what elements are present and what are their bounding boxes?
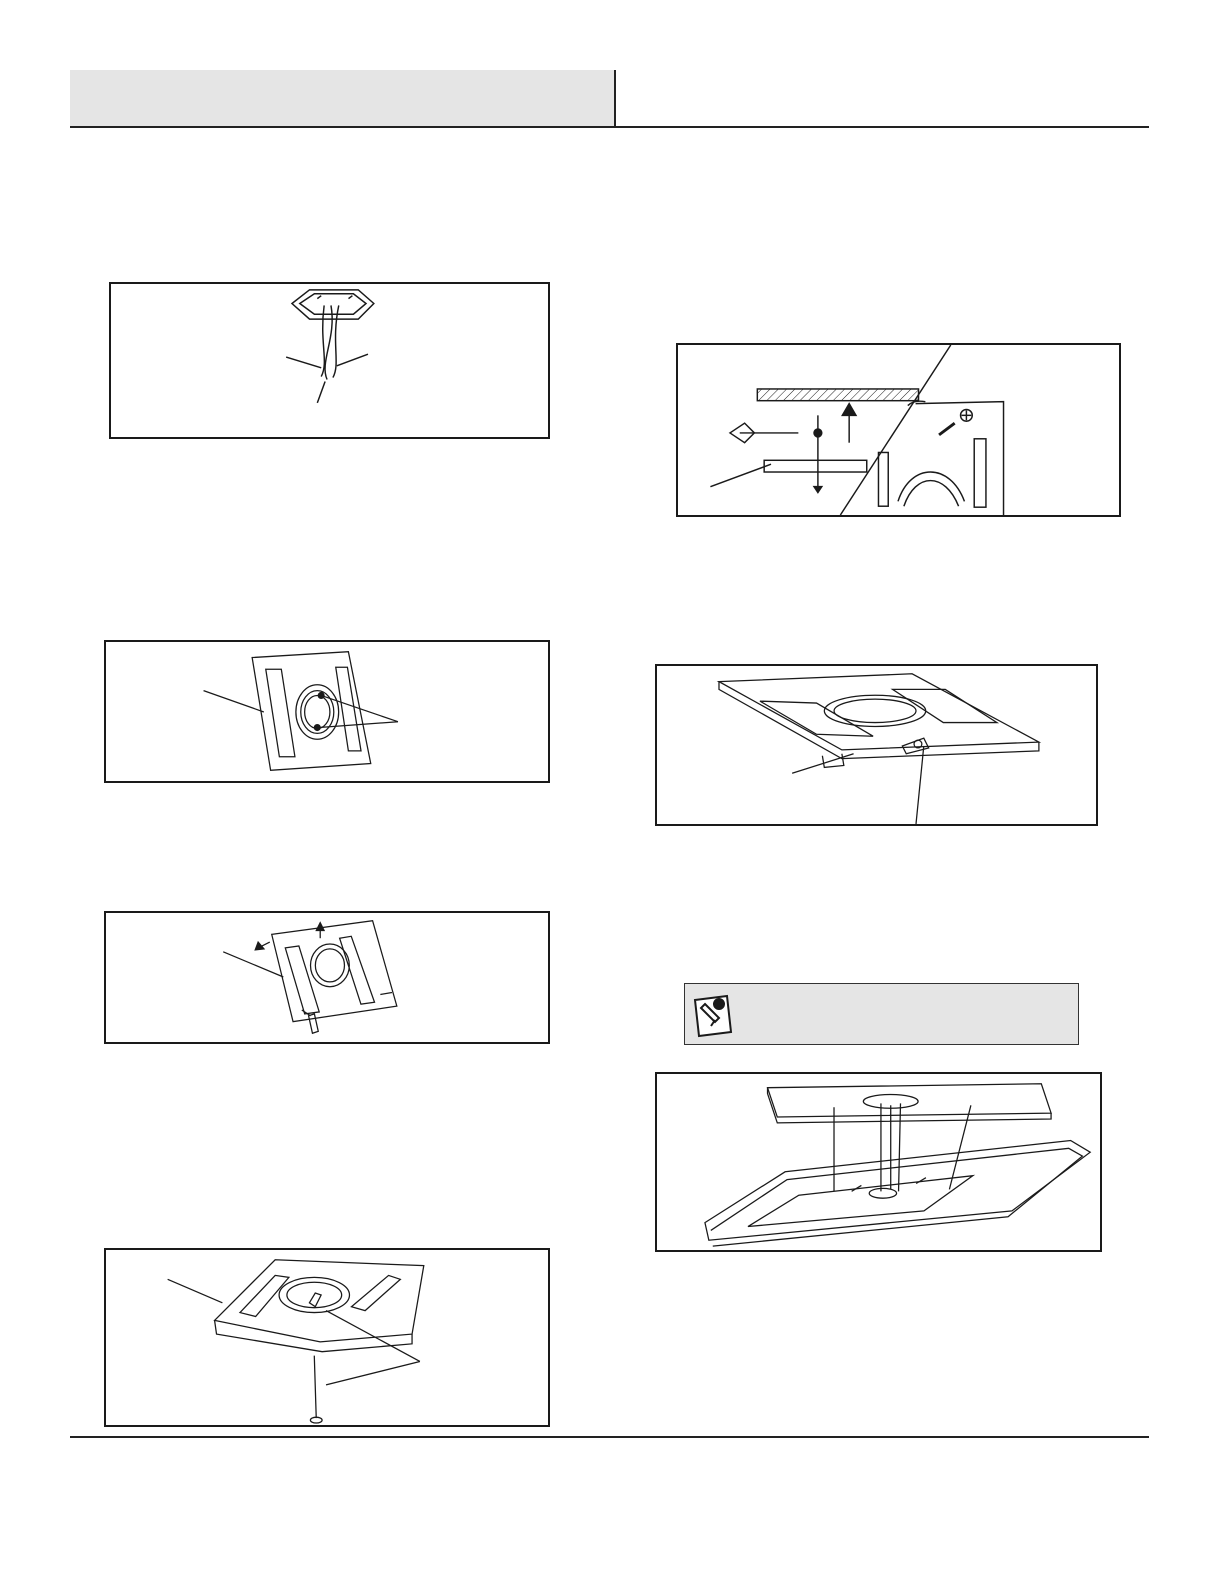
ceiling-box-illustration	[111, 284, 548, 437]
figure-mounting-plate-top	[104, 640, 550, 783]
footer-rule	[70, 1436, 1149, 1438]
plate-screws-illustration	[106, 913, 548, 1042]
note-pad-icon	[691, 990, 735, 1038]
figure-plate-bolts-inserted	[104, 1248, 550, 1427]
plate-hung-illustration	[657, 666, 1096, 824]
fixture-attach-illustration	[657, 1074, 1100, 1250]
header-rule	[70, 126, 1149, 128]
figure-mounting-plate-screws	[104, 911, 550, 1044]
toggle-bolt-illustration	[678, 345, 1119, 515]
section-header-tab	[70, 70, 616, 126]
figure-ceiling-box-wires	[109, 282, 550, 439]
figure-fixture-attach	[655, 1072, 1102, 1252]
plate-bolts-illustration	[106, 1250, 548, 1425]
mounting-plate-illustration	[106, 642, 548, 781]
figure-mounting-plate-hung	[655, 664, 1098, 826]
note-callout	[684, 983, 1079, 1045]
figure-toggle-bolt-install	[676, 343, 1121, 517]
